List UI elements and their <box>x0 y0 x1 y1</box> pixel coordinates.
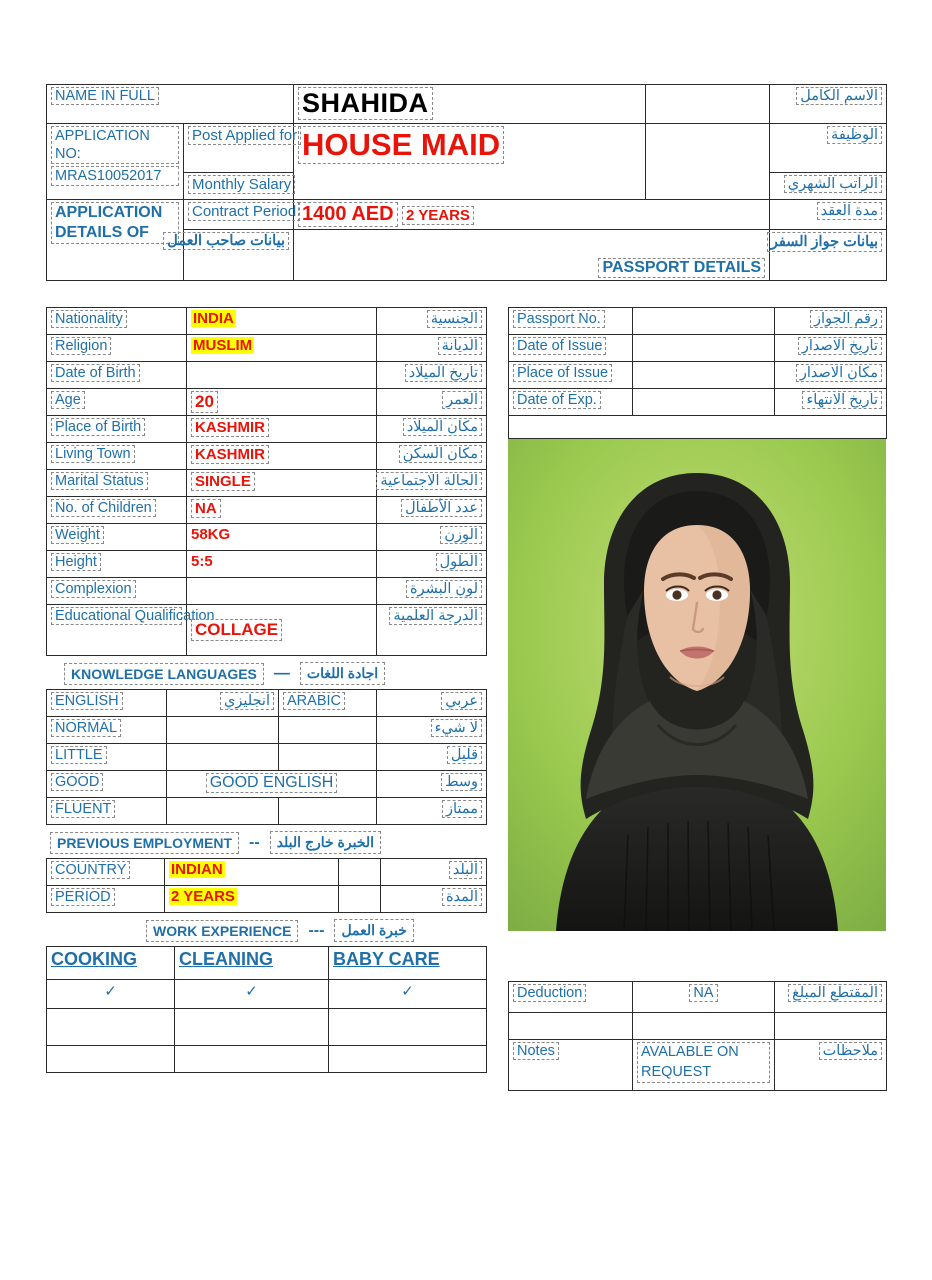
passport-field-label: Passport No. <box>513 310 605 328</box>
employment-field-value: 2 YEARS <box>171 888 235 905</box>
passport-field-label-ar: مكان الاصدار <box>796 364 882 382</box>
table-row <box>509 389 887 416</box>
table-row <box>47 85 887 124</box>
contract-period-label-ar: مدة العقد <box>817 202 882 220</box>
notes-label: Notes <box>513 1042 559 1060</box>
table-row <box>509 1013 887 1040</box>
skill-label-babycare: BABY CARE <box>333 949 440 969</box>
table-row <box>509 362 887 389</box>
field-label-ar: الوزن <box>440 526 482 544</box>
passport-details-label: PASSPORT DETAILS <box>598 258 765 278</box>
right-column <box>508 307 886 1091</box>
monthly-salary-label-ar: الراتب الشهري <box>784 175 882 193</box>
field-label: Religion <box>51 337 111 355</box>
field-label-ar: الجنسية <box>427 310 482 328</box>
field-label: Height <box>51 553 101 571</box>
field-value: INDIA <box>193 310 234 327</box>
passport-field-label: Place of Issue <box>513 364 612 382</box>
work-experience-table <box>46 946 487 1073</box>
cv-content <box>46 84 886 1091</box>
table-row <box>47 690 487 717</box>
left-column <box>46 307 486 1091</box>
table-row <box>47 389 487 416</box>
field-label-ar: مكان الميلاد <box>403 418 482 436</box>
deduction-value: NA <box>689 984 717 1002</box>
field-label-ar: الحالة الاجتماعية <box>376 472 482 490</box>
language-level-label: FLUENT <box>51 800 115 818</box>
table-row <box>47 980 487 1009</box>
table-row <box>47 798 487 825</box>
field-label-ar: عدد الأطفال <box>401 499 482 517</box>
table-row <box>47 744 487 771</box>
application-details-of-label: APPLICATION DETAILS OF <box>51 202 179 244</box>
monthly-salary-label: Monthly Salary <box>188 175 295 194</box>
language-level-label-ar: قليل <box>447 746 482 764</box>
applicant-photo <box>508 439 886 931</box>
field-label-ar: الطول <box>436 553 482 571</box>
field-label-ar: تاريخ الميلاد <box>405 364 482 382</box>
table-row <box>47 497 487 524</box>
field-value: NA <box>191 499 221 518</box>
passport-field-label-ar: تاريخ الاصدار <box>798 337 882 355</box>
field-value: KASHMIR <box>191 418 269 437</box>
language-note: GOOD ENGLISH <box>206 773 338 793</box>
table-row <box>47 335 487 362</box>
passport-details-label-ar: بيانات جواز السفر <box>767 232 882 252</box>
language-level-label-ar: ممتاز <box>442 800 482 818</box>
table-row <box>47 1046 487 1073</box>
field-value: COLLAGE <box>191 619 282 641</box>
personal-details-table <box>46 307 487 656</box>
notes-label-ar: ملاحظات <box>819 1042 882 1060</box>
field-label-ar: العمر <box>442 391 482 409</box>
deduction-label-ar: المقتطع المبلغ <box>788 984 882 1002</box>
application-no-label: APPLICATION NO: <box>51 126 179 164</box>
monthly-salary-value: 1400 AED <box>298 202 398 227</box>
work-experience-header <box>146 919 486 942</box>
language-english-label-ar: انجليزي <box>220 692 274 710</box>
field-label: Weight <box>51 526 104 544</box>
work-experience-label-ar: خبرة العمل <box>334 919 413 942</box>
employer-data-label-ar: بيانات صاحب العمل <box>163 232 289 250</box>
table-row <box>509 1040 887 1091</box>
table-row <box>47 717 487 744</box>
table-row <box>47 551 487 578</box>
work-experience-label: WORK EXPERIENCE <box>146 920 298 942</box>
full-name-value: SHAHIDA <box>298 87 433 120</box>
knowledge-languages-label: KNOWLEDGE LANGUAGES <box>64 663 264 685</box>
field-value: 20 <box>191 391 218 413</box>
field-value: 5:5 <box>191 553 213 570</box>
table-row <box>47 886 487 913</box>
table-row <box>47 443 487 470</box>
employment-field-label-ar: البلد <box>449 861 482 879</box>
body-columns <box>46 307 886 1091</box>
photo-spacer <box>508 931 886 941</box>
post-applied-label: Post Applied for <box>188 126 301 145</box>
skill-check-cooking[interactable]: ✓ <box>104 983 117 1000</box>
previous-employment-table <box>46 858 487 913</box>
header-table <box>46 84 887 281</box>
previous-employment-label: PREVIOUS EMPLOYMENT <box>50 832 239 854</box>
passport-field-label-ar: رقم الجواز <box>810 310 882 328</box>
table-row <box>47 578 487 605</box>
table-row <box>47 524 487 551</box>
table-row <box>47 124 887 173</box>
application-no-value: MRAS10052017 <box>51 166 179 186</box>
field-label: Nationality <box>51 310 127 328</box>
previous-employment-separator: -- <box>249 833 260 851</box>
table-row <box>47 470 487 497</box>
name-label-ar: الاسم الكامل <box>796 87 882 105</box>
contract-period-label: Contract Period <box>188 202 300 221</box>
field-label: Place of Birth <box>51 418 145 436</box>
language-level-label: NORMAL <box>51 719 121 737</box>
language-arabic-label-ar: عربي <box>441 692 482 710</box>
passport-field-label: Date of Issue <box>513 337 606 355</box>
field-label: Living Town <box>51 445 135 463</box>
language-level-label: GOOD <box>51 773 103 791</box>
language-level-label-ar: لا شيء <box>431 719 482 737</box>
skill-label-cleaning: CLEANING <box>179 949 273 969</box>
table-row <box>47 605 487 656</box>
passport-field-label-ar: تاريخ الانتهاء <box>802 391 882 409</box>
name-label: NAME IN FULL <box>51 87 159 105</box>
field-label-ar: مكان السكن <box>399 445 482 463</box>
applicant-portrait-illustration <box>508 439 886 931</box>
field-value: KASHMIR <box>191 445 269 464</box>
field-label: No. of Children <box>51 499 156 517</box>
employment-field-label: PERIOD <box>51 888 115 906</box>
table-row <box>47 308 487 335</box>
language-level-label-ar: وسط <box>441 773 482 791</box>
table-row <box>509 335 887 362</box>
language-arabic-label: ARABIC <box>283 692 345 710</box>
previous-employment-label-ar: الخبرة خارج البلد <box>270 831 381 854</box>
knowledge-languages-label-ar: اجادة اللغات <box>300 662 385 685</box>
field-label: Marital Status <box>51 472 148 490</box>
field-label: Date of Birth <box>51 364 140 382</box>
table-row <box>509 416 887 439</box>
skill-check-cleaning[interactable]: ✓ <box>245 983 258 1000</box>
table-row <box>47 947 487 980</box>
table-row <box>47 771 487 798</box>
table-row <box>47 1009 487 1046</box>
passport-details-table <box>508 307 887 439</box>
post-applied-label-ar: الوظيفة <box>827 126 882 144</box>
field-label-ar: الدرجة العلمية <box>389 607 482 625</box>
work-experience-separator: --- <box>308 921 325 939</box>
skill-label-cooking: COOKING <box>51 949 138 969</box>
languages-table <box>46 689 487 825</box>
language-english-label: ENGLISH <box>51 692 123 710</box>
field-value: 58KG <box>191 526 231 543</box>
field-label: Age <box>51 391 85 409</box>
employment-field-label-ar: المدة <box>442 888 482 906</box>
field-label-ar: الديانة <box>438 337 482 355</box>
field-label: Educational Qualification <box>51 607 182 625</box>
table-row <box>47 200 887 230</box>
passport-field-label: Date of Exp. <box>513 391 601 409</box>
language-level-label: LITTLE <box>51 746 107 764</box>
notes-table <box>508 981 887 1091</box>
previous-employment-header <box>50 831 486 854</box>
knowledge-languages-header <box>64 662 486 685</box>
field-label: Complexion <box>51 580 136 598</box>
field-value: MUSLIM <box>193 337 253 354</box>
table-row <box>47 859 487 886</box>
notes-value: AVALABLE ON REQUEST <box>637 1042 770 1083</box>
knowledge-languages-separator: — <box>273 664 290 682</box>
employment-field-label: COUNTRY <box>51 861 130 879</box>
field-value: SINGLE <box>191 472 255 491</box>
deduction-label: Deduction <box>513 984 586 1002</box>
table-row <box>47 416 487 443</box>
field-label-ar: لون البشرة <box>406 580 482 598</box>
post-applied-value: HOUSE MAID <box>298 126 504 164</box>
skill-check-babycare[interactable]: ✓ <box>401 983 414 1000</box>
table-row <box>509 982 887 1013</box>
table-row <box>509 308 887 335</box>
contract-period-value: 2 YEARS <box>402 206 474 225</box>
employment-field-value: INDIAN <box>171 861 223 878</box>
table-row <box>47 362 487 389</box>
